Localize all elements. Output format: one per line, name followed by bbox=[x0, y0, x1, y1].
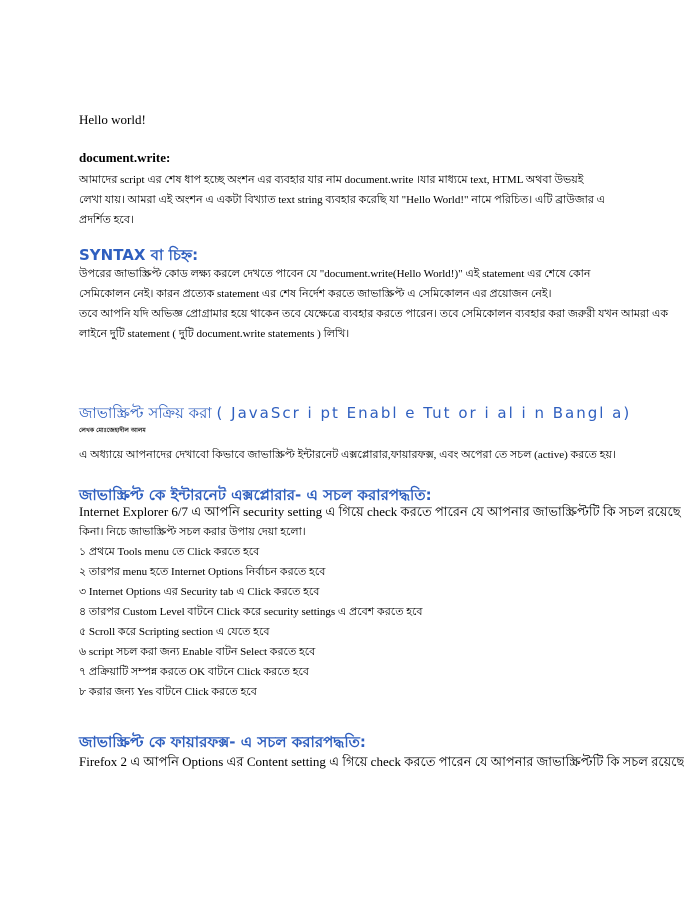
ie-heading: জাভাস্ক্রিপ্ট কে ইন্টারনেট এক্সপ্লোরার- এ সচল করারপদ্ধতি: bbox=[79, 486, 432, 504]
paragraph-line: সেমিকোলন নেই। কারন প্রত্যেক statement এর শেষ নির্দেশ করতে জাভাস্ক্রিপ্ট এ সেমিকোলন এর প্রয়োজন নেই। bbox=[79, 288, 552, 300]
document-write-heading: document.write: bbox=[79, 150, 171, 165]
list-item: ৭ প্রক্রিয়াটি সম্পন্ন করতে OK বাটনে Click করতে হবে bbox=[79, 666, 309, 678]
paragraph-line: উপরের জাভাস্ক্রিপ্ট কোড লক্ষ্য করলে দেখতে পাবেন যে "document.write(Hello World!)" এই statement এর শেষে কোন bbox=[79, 268, 591, 280]
ie-paragraph bbox=[79, 502, 681, 542]
paragraph-line: Internet Explorer 6/7 এ আপনি security setting এ গিয়ে check করতে পারেন যে আপনার জাভাস্ক্রিপ্টটি কি সচল রয়েছে bbox=[79, 504, 681, 519]
firefox-heading: জাভাস্ক্রিপ্ট কে ফায়ারফক্স- এ সচল করারপদ্ধতি: bbox=[79, 733, 366, 751]
document-write-paragraph bbox=[79, 170, 619, 230]
paragraph-line: আমাদের script এর শেষ ধাপ হচ্ছে অংশন এর ব্যবহার যার নাম document.write ।যার মাধ্যমে text, HTML অথবা উভয়ই bbox=[79, 174, 584, 186]
list-item: ৪ তারপর Custom Level বাটনে Click করে security settings এ প্রবেশ করতে হবে bbox=[79, 606, 423, 618]
paragraph-line: লাইনে দুটি statement ( দুটি document.write statements ) লিখি। bbox=[79, 328, 350, 340]
enable-heading-english: ( JavaScr i pt Enabl e Tut or i al i n Bangl a) bbox=[216, 404, 632, 422]
paragraph-line: তবে আপনি যদি অভিজ্ঞ প্রোগ্রামার হয়ে থাকেন তবে যেক্ষেত্রে ব্যবহার করতে পারেন। তবে সেমিকোলন ব্যবহার করা জরুরী যখন আমরা এক bbox=[79, 308, 669, 320]
firefox-paragraph: Firefox 2 এ আপনি Options এর Content setting এ গিয়ে check করতে পারেন যে আপনার জাভাস্ক্রিপ্টটি কি সচল রয়েছে bbox=[79, 754, 684, 769]
enable-heading-bangla: জাভাস্ক্রিপ্ট সক্রিয় করা bbox=[79, 404, 212, 422]
paragraph-line: প্রদর্শিত হবে। bbox=[79, 214, 134, 226]
syntax-paragraph bbox=[79, 264, 669, 344]
list-item: ৩ Internet Options এর Security tab এ Click করতে হবে bbox=[79, 586, 320, 598]
paragraph-line: লেখা যায়। আমরা এই অংশন এ একটা বিখ্যাত text string ব্যবহার করেছি যা "Hello World!" নামে পরিচিত। এটি ব্রাউজার এ bbox=[79, 194, 605, 206]
hello-world-text: Hello world! bbox=[79, 112, 146, 127]
ie-steps-list bbox=[79, 542, 619, 702]
enable-javascript-heading bbox=[79, 402, 632, 427]
list-item: ৬ script সচল করা জন্য Enable বাটন Select করতে হবে bbox=[79, 646, 316, 658]
enable-intro-paragraph: এ অধ্যায়ে আপনাদের দেখাবো কিভাবে জাভাস্ক্রিপ্ট ইন্টারনেট এক্সপ্লোরার,ফায়ারফক্স, এবং অপেরা তে সচল (active) করতে হয়। bbox=[79, 449, 616, 461]
author-byline: লেখক মোঃজেহাদীল আলম bbox=[79, 427, 146, 434]
syntax-heading: SYNTAX বা চিহ্ন: bbox=[79, 246, 199, 264]
list-item: ৮ করার জন্য Yes বাটনে Click করতে হবে bbox=[79, 686, 257, 698]
paragraph-line: কিনা। নিচে জাভাস্ক্রিপ্ট সচল করার উপায় দেয়া হলো। bbox=[79, 526, 306, 538]
list-item: ২ তারপর menu হতে Internet Options নির্বাচন করতে হবে bbox=[79, 566, 326, 578]
list-item: ১ প্রথমে Tools menu তে Click করতে হবে bbox=[79, 546, 260, 558]
list-item: ৫ Scroll করে Scripting section এ যেতে হবে bbox=[79, 626, 270, 638]
